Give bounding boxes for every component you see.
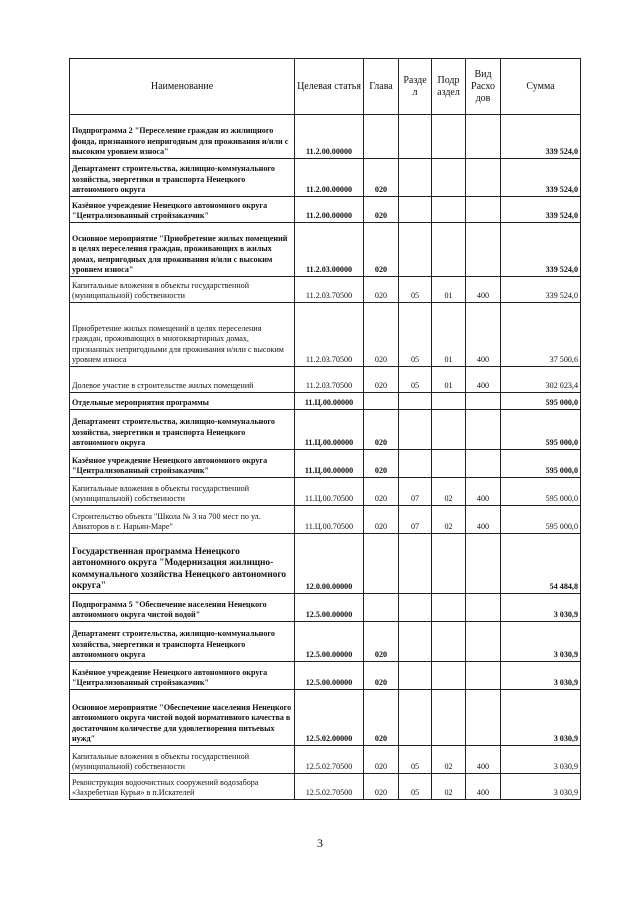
row-subsection: 01 (432, 367, 466, 393)
row-exptype: 400 (466, 303, 501, 367)
table-row (70, 690, 581, 746)
row-section (399, 594, 432, 622)
row-sum: 3 030,9 (501, 774, 581, 800)
row-sum: 595 000,0 (501, 506, 581, 534)
table-row (70, 594, 581, 622)
row-exptype (466, 690, 501, 746)
row-sum: 37 500,6 (501, 303, 581, 367)
row-exptype (466, 223, 501, 277)
row-exptype: 400 (466, 746, 501, 774)
row-exptype: 400 (466, 478, 501, 506)
row-chapter: 020 (364, 774, 399, 800)
row-sum: 595 000,0 (501, 410, 581, 450)
row-chapter: 020 (364, 410, 399, 450)
header-section: Разде л (399, 59, 432, 115)
row-exptype: 400 (466, 277, 501, 303)
row-sum: 3 030,9 (501, 662, 581, 690)
table-row (70, 450, 581, 478)
table-body (70, 115, 581, 800)
row-chapter (364, 534, 399, 594)
row-target: 12.0.00.00000 (295, 534, 364, 594)
header-exptype: Вид Расхо дов (466, 59, 501, 115)
row-section (399, 410, 432, 450)
row-target: 11.2.00.00000 (295, 197, 364, 223)
row-subsection: 02 (432, 478, 466, 506)
table-row (70, 367, 581, 393)
row-subsection: 02 (432, 746, 466, 774)
row-chapter: 020 (364, 662, 399, 690)
row-section: 05 (399, 367, 432, 393)
row-chapter: 020 (364, 622, 399, 662)
row-sum: 3 030,9 (501, 622, 581, 662)
table-row (70, 277, 581, 303)
row-chapter: 020 (364, 746, 399, 774)
row-section: 05 (399, 277, 432, 303)
row-section (399, 393, 432, 410)
row-subsection (432, 223, 466, 277)
row-chapter (364, 393, 399, 410)
row-target: 12.5.00.00000 (295, 622, 364, 662)
row-subsection: 02 (432, 506, 466, 534)
row-section: 05 (399, 774, 432, 800)
row-subsection (432, 115, 466, 159)
row-name: Реконструкция водоочистных сооружений водозабора «Захребетная Курья» в п.Искателей (70, 774, 295, 800)
table-row (70, 197, 581, 223)
table-row (70, 506, 581, 534)
row-name: Подпрограмма 2 "Переселение граждан из жилищного фонда, признанного непригодным для проживания и/или с высоким уровнем износа" (70, 115, 295, 159)
row-section (399, 450, 432, 478)
row-subsection (432, 159, 466, 197)
row-exptype (466, 450, 501, 478)
row-name: Строительство объекта "Школа № 3 на 700 мест по ул. Авиаторов в г. Нарьян-Маре" (70, 506, 295, 534)
row-target: 11.Ц.00.70500 (295, 506, 364, 534)
row-chapter: 020 (364, 690, 399, 746)
budget-table (69, 58, 581, 800)
row-chapter: 020 (364, 223, 399, 277)
row-section (399, 622, 432, 662)
row-section (399, 115, 432, 159)
table-row (70, 622, 581, 662)
row-name: Отдельные мероприятия программы (70, 393, 295, 410)
row-subsection (432, 450, 466, 478)
row-name: Долевое участие в строительстве жилых помещений (70, 367, 295, 393)
row-name: Подпрограмма 5 "Обеспечение населения Ненецкого автономного округа чистой водой" (70, 594, 295, 622)
row-target: 11.2.03.70500 (295, 303, 364, 367)
row-name: Департамент строительства, жилищно-коммунального хозяйства, энергетики и транспорта Ненецкого автономного округа (70, 410, 295, 450)
row-sum: 339 524,0 (501, 115, 581, 159)
row-exptype (466, 534, 501, 594)
row-target: 12.5.00.00000 (295, 594, 364, 622)
row-subsection (432, 594, 466, 622)
row-exptype (466, 393, 501, 410)
header-chapter: Глава (364, 59, 399, 115)
table-row (70, 774, 581, 800)
row-exptype (466, 594, 501, 622)
row-section (399, 534, 432, 594)
row-exptype (466, 115, 501, 159)
row-section: 05 (399, 746, 432, 774)
row-exptype: 400 (466, 506, 501, 534)
row-chapter: 020 (364, 159, 399, 197)
row-target: 11.2.00.00000 (295, 115, 364, 159)
row-name: Департамент строительства, жилищно-коммунального хозяйства, энергетики и транспорта Ненецкого автономного округа (70, 159, 295, 197)
row-name: Казённое учреждение Ненецкого автономного округа "Централизованный стройзаказчик" (70, 450, 295, 478)
row-exptype (466, 159, 501, 197)
header-target: Целевая статья (295, 59, 364, 115)
row-sum: 339 524,0 (501, 197, 581, 223)
row-subsection: 01 (432, 277, 466, 303)
row-exptype (466, 662, 501, 690)
header-name: Наименование (70, 59, 295, 115)
row-section: 07 (399, 478, 432, 506)
row-exptype (466, 410, 501, 450)
table-row (70, 478, 581, 506)
row-target: 11.2.03.70500 (295, 277, 364, 303)
table-row (70, 410, 581, 450)
row-sum: 339 524,0 (501, 159, 581, 197)
table-row (70, 746, 581, 774)
row-target: 12.5.02.70500 (295, 774, 364, 800)
row-name: Казённое учреждение Ненецкого автономного округа "Централизованный стройзаказчик" (70, 197, 295, 223)
row-section (399, 690, 432, 746)
row-exptype: 400 (466, 367, 501, 393)
row-subsection (432, 622, 466, 662)
header-sum: Сумма (501, 59, 581, 115)
table-row (70, 223, 581, 277)
row-subsection (432, 197, 466, 223)
row-section: 05 (399, 303, 432, 367)
row-name: Государственная программа Ненецкого автономного округа "Модернизация жилищно-коммунального хозяйства Ненецкого автономного округа" (70, 534, 295, 594)
table-row (70, 534, 581, 594)
row-target: 11.Ц.00.00000 (295, 410, 364, 450)
row-chapter: 020 (364, 478, 399, 506)
row-subsection (432, 393, 466, 410)
row-target: 11.2.03.00000 (295, 223, 364, 277)
row-exptype: 400 (466, 774, 501, 800)
row-sum: 3 030,9 (501, 746, 581, 774)
row-chapter: 020 (364, 197, 399, 223)
row-target: 11.2.00.00000 (295, 159, 364, 197)
page-number: 3 (317, 836, 323, 850)
table-header-row (70, 59, 581, 115)
row-section (399, 223, 432, 277)
row-sum: 595 000,0 (501, 450, 581, 478)
row-target: 11.Ц.00.70500 (295, 478, 364, 506)
row-sum: 3 030,9 (501, 594, 581, 622)
row-subsection (432, 662, 466, 690)
row-sum: 595 000,0 (501, 393, 581, 410)
row-name: Капитальные вложения в объекты государственной (муниципальной) собственности (70, 478, 295, 506)
row-name: Основное мероприятие "Обеспечение населения Ненецкого автономного округа чистой водой нормативного качества в достаточном количестве для удовлетворения питьевых нужд" (70, 690, 295, 746)
row-name: Капитальные вложения в объекты государственной (муниципальной) собственности (70, 746, 295, 774)
row-name: Основное мероприятие "Приобретение жилых помещений в целях переселения граждан, проживающих в жилых домах, непригодных для проживания и/или с высоким уровнем износа" (70, 223, 295, 277)
row-exptype (466, 197, 501, 223)
row-name: Капитальные вложения в объекты государственной (муниципальной) собственности (70, 277, 295, 303)
row-section (399, 662, 432, 690)
row-subsection (432, 690, 466, 746)
row-name: Приобретение жилых помещений в целях переселения граждан, проживающих в многоквартирных домах, признанных непригодными для проживания и/или с высоким уровнем износа (70, 303, 295, 367)
row-chapter (364, 594, 399, 622)
row-name: Департамент строительства, жилищно-коммунального хозяйства, энергетики и транспорта Ненецкого автономного округа (70, 622, 295, 662)
row-subsection (432, 534, 466, 594)
row-subsection: 02 (432, 774, 466, 800)
row-chapter: 020 (364, 303, 399, 367)
table-row (70, 115, 581, 159)
row-section (399, 197, 432, 223)
row-sum: 54 484,8 (501, 534, 581, 594)
table-row (70, 662, 581, 690)
row-subsection: 01 (432, 303, 466, 367)
row-chapter (364, 115, 399, 159)
row-exptype (466, 622, 501, 662)
row-target: 12.5.02.00000 (295, 690, 364, 746)
row-target: 11.2.03.70500 (295, 367, 364, 393)
row-section (399, 159, 432, 197)
row-sum: 302 023,4 (501, 367, 581, 393)
row-name: Казённое учреждение Ненецкого автономного округа "Централизованный стройзаказчик" (70, 662, 295, 690)
row-target: 12.5.02.70500 (295, 746, 364, 774)
table-row (70, 303, 581, 367)
table-row (70, 159, 581, 197)
row-subsection (432, 410, 466, 450)
row-sum: 339 524,0 (501, 223, 581, 277)
row-chapter: 020 (364, 506, 399, 534)
table-row (70, 393, 581, 410)
row-section: 07 (399, 506, 432, 534)
row-sum: 3 030,9 (501, 690, 581, 746)
row-target: 12.5.00.00000 (295, 662, 364, 690)
header-subsection: Подр аздел (432, 59, 466, 115)
row-chapter: 020 (364, 450, 399, 478)
row-target: 11.Ц.00.00000 (295, 450, 364, 478)
row-chapter: 020 (364, 277, 399, 303)
row-sum: 595 000,0 (501, 478, 581, 506)
row-target: 11.Ц.00.00000 (295, 393, 364, 410)
row-sum: 339 524,0 (501, 277, 581, 303)
row-chapter: 020 (364, 367, 399, 393)
